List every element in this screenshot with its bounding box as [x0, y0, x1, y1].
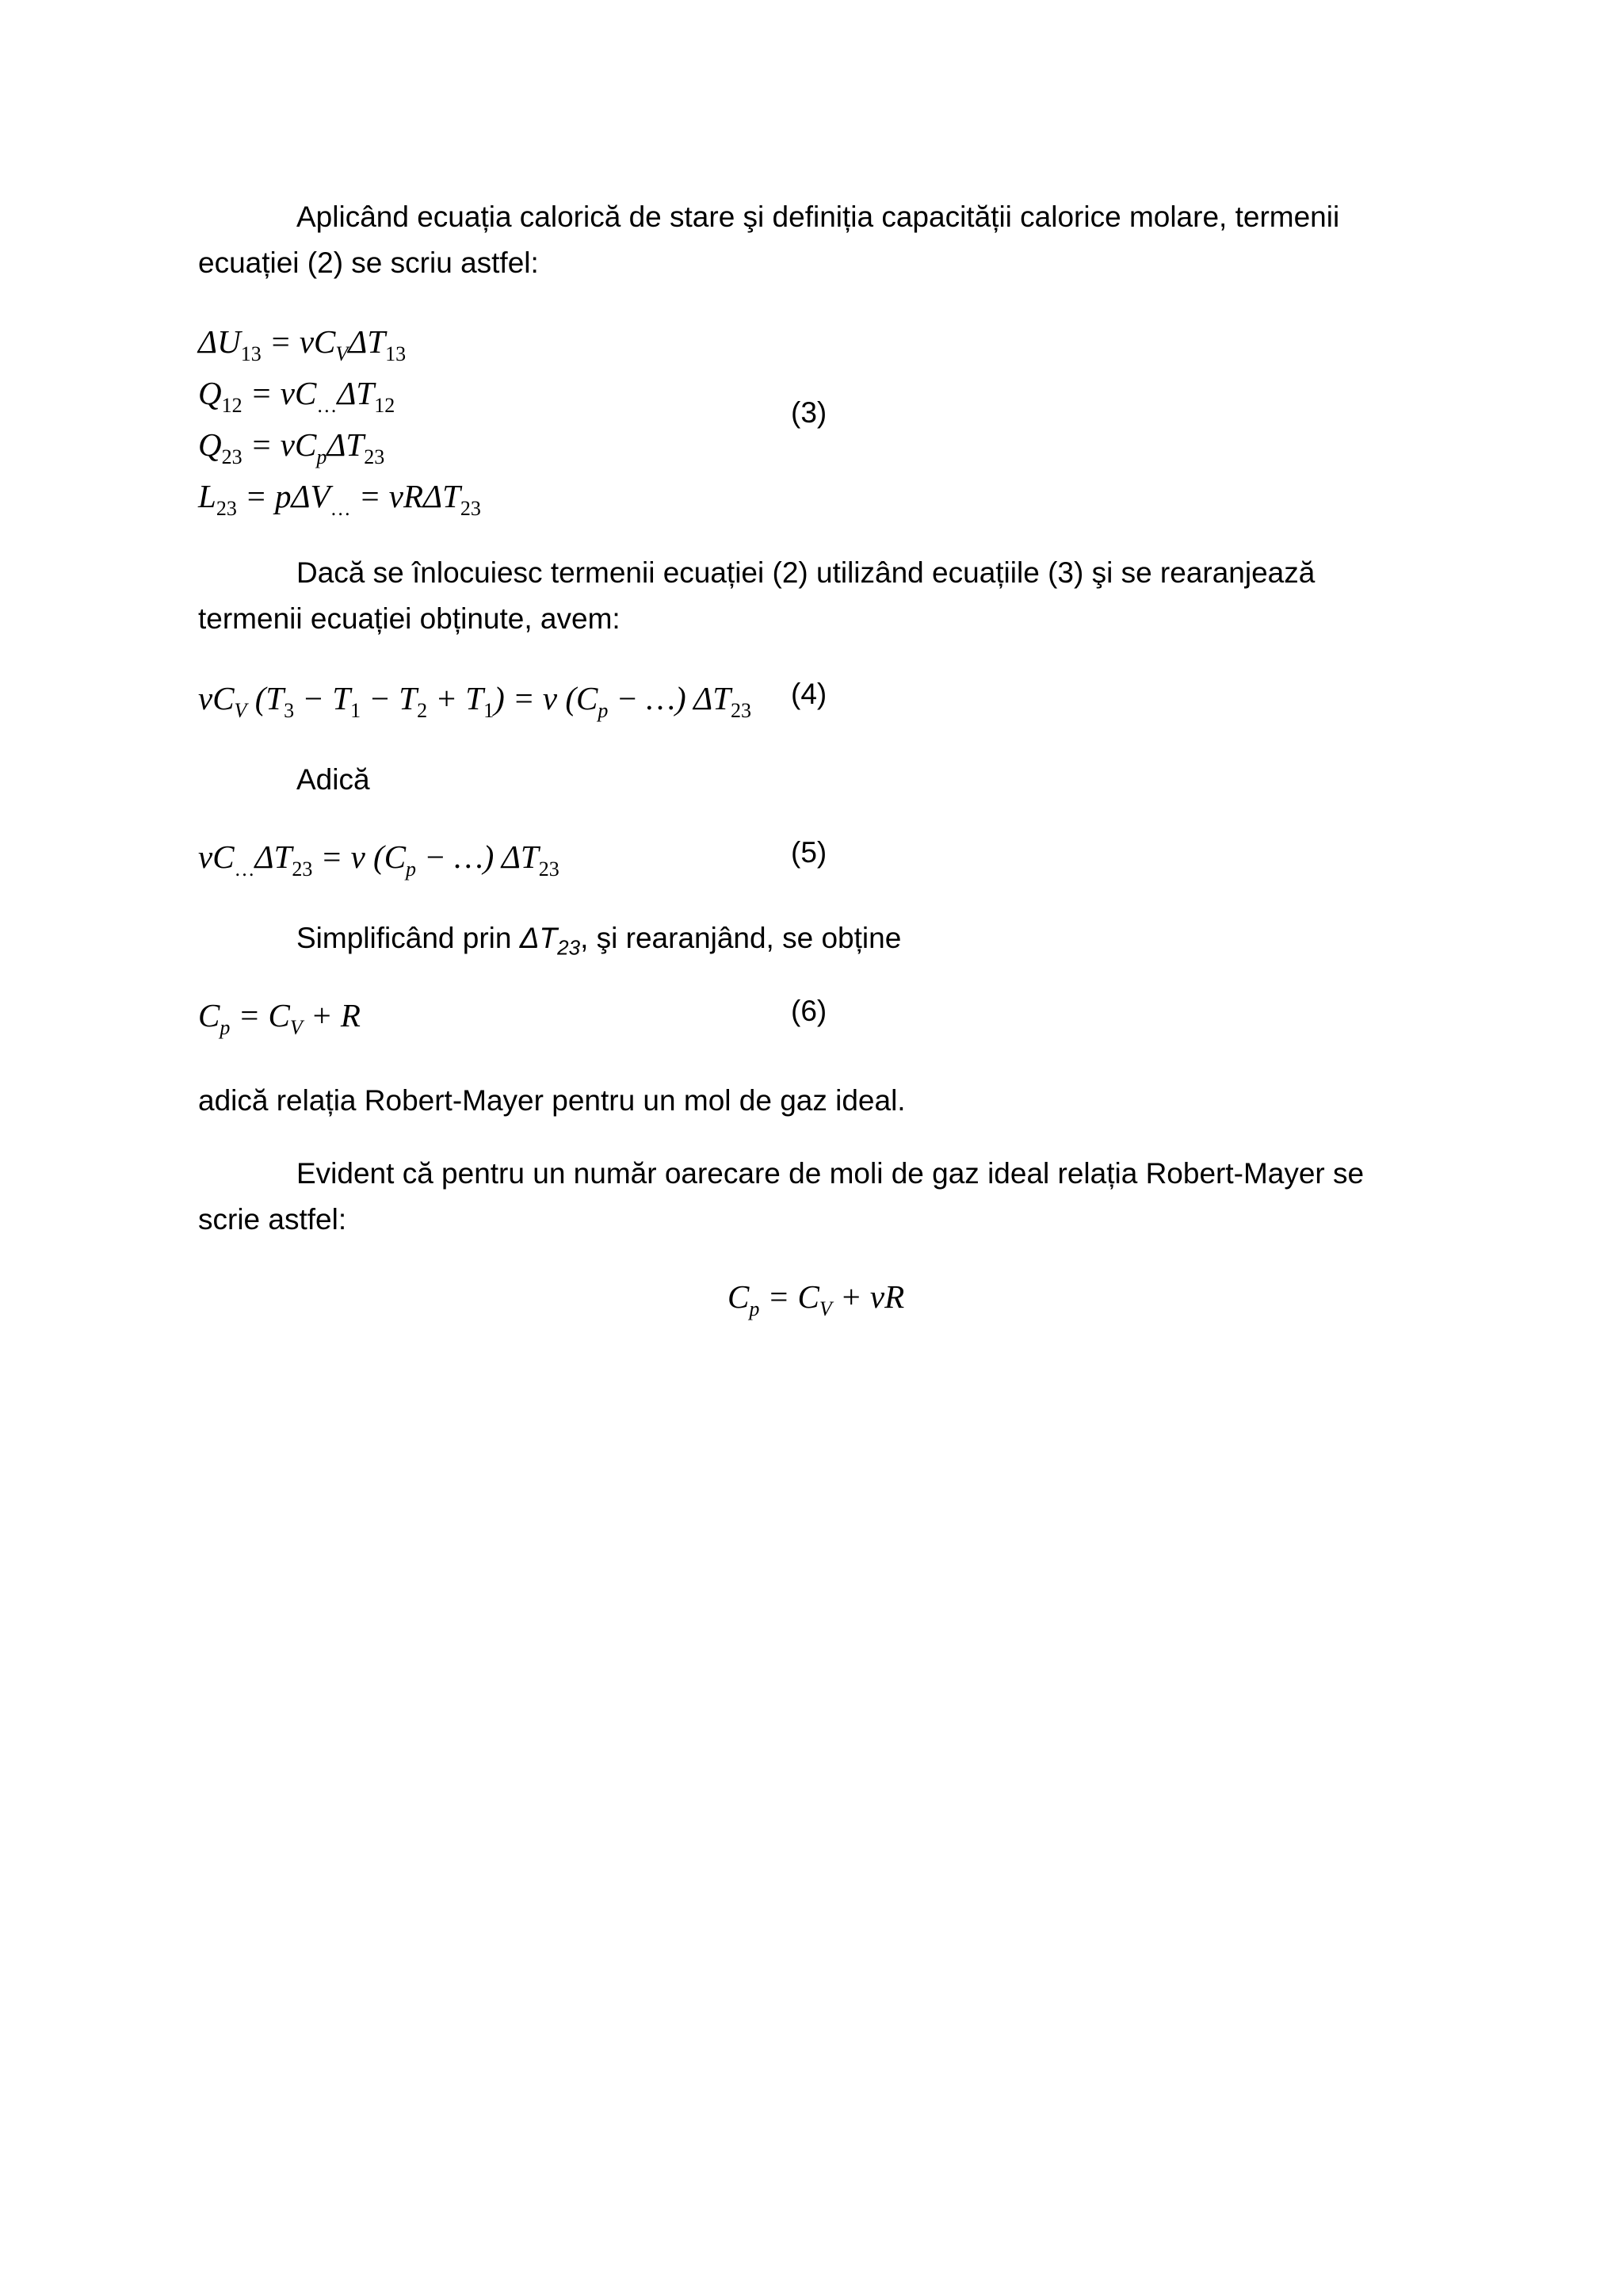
equation-3-line-3: $Q_{23} = \nu C_p\Delta T_{23}$: [198, 426, 385, 468]
paragraph-simplification: Simplificând prin $\Delta T_{23}$, şi rearanjând, se obține: [296, 922, 902, 960]
equation-6: $C_p = C_V + R$: [198, 997, 361, 1039]
equation-number-4: (4): [791, 678, 827, 710]
equation-general: $C_p = C_V + \nu R$: [727, 1278, 905, 1320]
paragraph-substitution: Dacă se înlocuiesc termenii ecuației (2) utilizând ecuațiile (3) şi se rearanjează termenii ecuației obținute, avem:: [198, 556, 1316, 635]
equation-number-3: (3): [791, 396, 827, 429]
equation-3-line-4: $L_{23} = p\Delta V_\dots = \nu R\Delta T_{23}$: [198, 478, 481, 520]
equation-3-line-2: $Q_{12} = \nu C_\dots\Delta T_{12}$: [198, 375, 395, 417]
paragraph-general-case: Evident că pentru un număr oarecare de moli de gaz ideal relația Robert-Mayer se scrie astfel:: [198, 1157, 1365, 1236]
equation-number-6: (6): [791, 995, 827, 1027]
paragraph-adica: Adică: [296, 763, 370, 796]
equation-3-line-1: $\Delta U_{13} = \nu C_V\Delta T_{13}$: [198, 323, 407, 365]
equation-4: $\nu C_V$ $(T_3 - T_1 - T_2 + T_1) = \nu$ ($C_p$ − …) $\Delta T_{23}$: [198, 680, 752, 722]
equation-5: $\nu C_\dots\Delta T_{23} = \nu$ ($C_p$ − …) $\Delta T_{23}$: [198, 839, 559, 881]
paragraph-robert-mayer: adică relația Robert-Mayer pentru un mol de gaz ideal.: [198, 1084, 906, 1117]
equation-number-5: (5): [791, 836, 827, 869]
paragraph-intro: Aplicând ecuația calorică de stare şi definiția capacității calorice molare, termenii ecuației (2) se scriu astfel:: [198, 201, 1340, 279]
